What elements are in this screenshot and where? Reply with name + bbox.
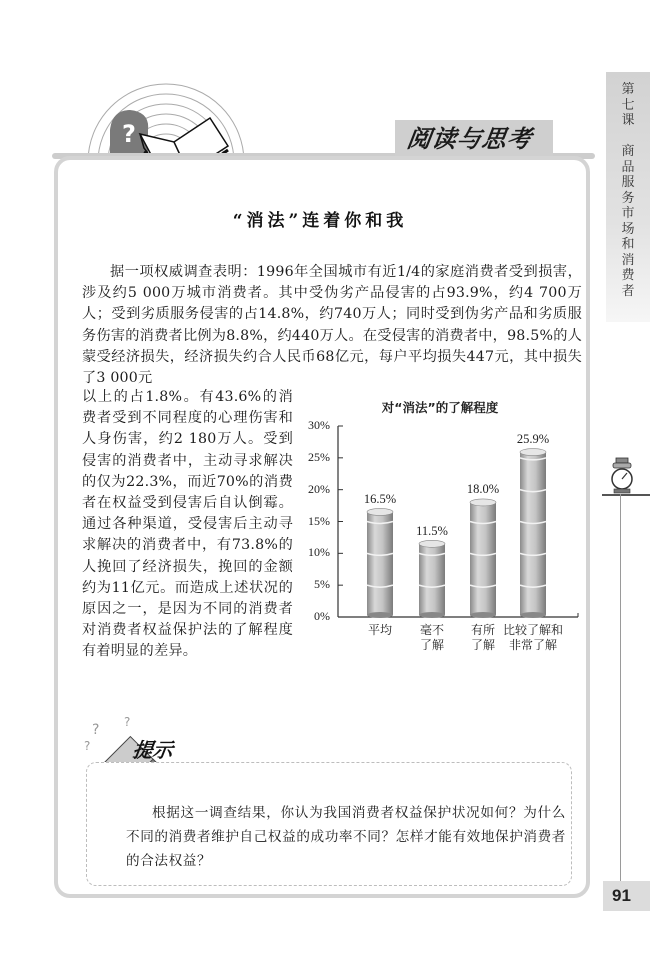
- y-tick-label: 5%: [314, 577, 330, 592]
- bar-value-label: 11.5%: [416, 523, 448, 538]
- article-paragraph-top: 据一项权威调查表明：1996年全国城市有近1/4的家庭消费者受到损害，涉及约5 000万城市消费者。其中受伪劣产品侵害的占93.9%，约4 700万人；受到劣质服务侵害的占14.8%，约740万人；同时受到伪劣产品和劣质服务伤害的消费者比例为8.8%，约440万人。在受侵害的消费者中，98.5%的人蒙受经济损失，经济损失约合人民币68亿元，每户平均损失447元，其中损失了3 000元: [82, 264, 582, 387]
- bar: [470, 499, 496, 618]
- x-category-label: 有所 了解: [470, 623, 495, 652]
- svg-text:?: ?: [92, 722, 100, 738]
- section-banner: [395, 120, 553, 158]
- bar: [520, 449, 546, 618]
- section-banner-label: 阅读与思考: [405, 125, 534, 153]
- scale-icon: [607, 455, 637, 495]
- article-paragraph-left: 以上的占1.8%。有43.6%的消费者受到不同程度的心理伤害和人身伤害，约2 180万人。受到侵害的消费者中，主动寻求解决的仅为22.3%，而近70%的消费者在权益受到侵害后自认倒霉。通过各种渠道，受侵害后主动寻求解决的消费者中，有73.8%的人挽回了经济损失，挽回的金额约为11亿元。而造成上述状况的原因之一，是因为不同的消费者对消费者权益保护法的了解程度有着明显的差异。: [82, 389, 293, 660]
- y-tick-label: 0%: [314, 609, 330, 623]
- bar-value-label: 16.5%: [363, 491, 397, 506]
- y-tick-label: 20%: [308, 481, 330, 496]
- lesson-number: 第七课: [621, 82, 635, 128]
- bar-value-label: 25.9%: [516, 432, 550, 447]
- bar: [419, 540, 445, 618]
- x-category-label: 平均: [367, 623, 392, 637]
- side-divider: [602, 494, 650, 496]
- y-tick-label: 25%: [308, 449, 330, 464]
- bar-value-label: 18.0%: [466, 482, 500, 497]
- svg-text:?: ?: [124, 715, 131, 729]
- hint-title: 提示: [131, 738, 175, 762]
- svg-text:?: ?: [122, 120, 136, 148]
- side-line: [620, 494, 621, 881]
- page-number: 91: [603, 881, 650, 911]
- bar-chart: [300, 420, 585, 660]
- y-tick-label: 10%: [308, 545, 330, 560]
- svg-text:?: ?: [84, 739, 91, 753]
- y-tick-label: 30%: [308, 418, 330, 432]
- chart-title: 对“消法”的了解程度: [381, 400, 499, 415]
- chapter-side-tab: [606, 72, 650, 322]
- bar: [367, 508, 393, 618]
- x-category-label: 比较了解和 非常了解: [503, 623, 564, 652]
- lesson-title: 商品服务市场和消费者: [621, 144, 635, 299]
- y-tick-label: 15%: [308, 513, 330, 528]
- article-title: “消法”连着你和我: [232, 211, 408, 231]
- hint-text: 根据这一调查结果，你认为我国消费者权益保护状况如何？为什么不同的消费者维护自己权益的成功率不同？怎样才能有效地保护消费者的合法权益？: [126, 805, 567, 869]
- x-category-label: 毫不 了解: [419, 623, 444, 652]
